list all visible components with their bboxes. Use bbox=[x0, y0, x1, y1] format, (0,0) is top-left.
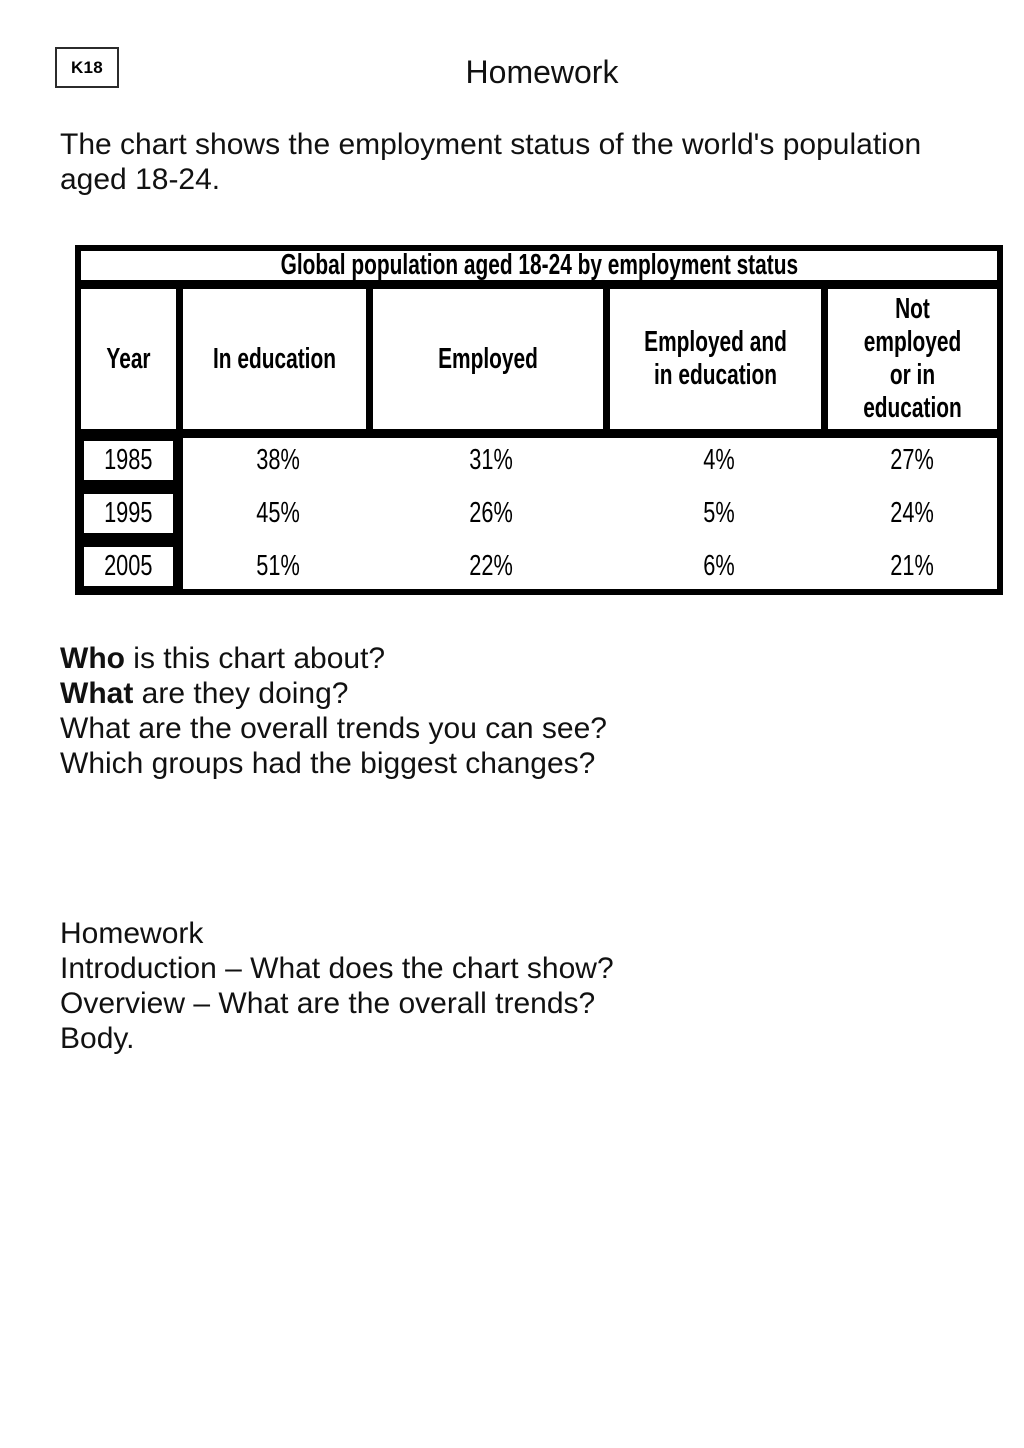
row-separator bbox=[81, 483, 176, 491]
value-label: 27% bbox=[890, 444, 935, 476]
value-label: 5% bbox=[703, 497, 735, 529]
header-cell-employed-and-in-education bbox=[610, 289, 828, 429]
value-label: 51% bbox=[256, 550, 300, 582]
value-cell bbox=[610, 438, 828, 483]
question-rest: is this chart about? bbox=[124, 642, 386, 675]
value-cell bbox=[183, 491, 373, 536]
value-label: 45% bbox=[256, 497, 300, 529]
header-label: Employed bbox=[438, 342, 538, 375]
row-separator bbox=[81, 536, 176, 544]
header-cell-in-education bbox=[183, 289, 373, 429]
year-label: 1985 bbox=[104, 444, 153, 476]
outline-line: Overview – What are the overall trends? bbox=[60, 987, 596, 1020]
question-rest: What are the overall trends you can see? bbox=[60, 712, 607, 745]
year-label: 2005 bbox=[104, 550, 153, 582]
value-label: 22% bbox=[469, 550, 514, 582]
table-header-row bbox=[81, 289, 997, 438]
question-rest: Which groups had the biggest changes? bbox=[60, 747, 596, 780]
header-label: Year bbox=[106, 342, 151, 375]
value-cell bbox=[183, 438, 373, 483]
value-cell bbox=[828, 438, 997, 483]
year-label: 1995 bbox=[104, 497, 153, 529]
value-label: 38% bbox=[256, 444, 300, 476]
outline-line: Body. bbox=[60, 1022, 135, 1055]
doc-title: Homework bbox=[465, 54, 619, 90]
value-label: 4% bbox=[703, 444, 735, 476]
employment-status-table bbox=[75, 245, 1003, 595]
value-label: 6% bbox=[703, 550, 735, 582]
value-label: 21% bbox=[890, 550, 935, 582]
value-cell bbox=[610, 491, 828, 536]
question-line bbox=[60, 641, 607, 676]
question-bold: Who bbox=[60, 642, 125, 675]
table-body bbox=[81, 438, 997, 589]
value-cell bbox=[828, 544, 997, 589]
header-label: In education bbox=[213, 342, 336, 375]
value-cell bbox=[373, 544, 610, 589]
year-column bbox=[81, 438, 183, 589]
questions-list bbox=[60, 641, 607, 781]
header-cell-not-employed bbox=[828, 289, 997, 429]
question-line bbox=[60, 711, 607, 746]
value-cell bbox=[373, 438, 610, 483]
year-cell-2005 bbox=[81, 544, 176, 589]
value-cell bbox=[610, 544, 828, 589]
value-cell bbox=[828, 491, 997, 536]
header-cell-year bbox=[81, 289, 183, 429]
question-rest: are they doing? bbox=[133, 677, 349, 710]
value-label: 24% bbox=[890, 497, 935, 529]
value-label: 26% bbox=[469, 497, 514, 529]
outline-line: Introduction – What does the chart show? bbox=[60, 952, 614, 985]
year-cell-1985 bbox=[81, 438, 176, 483]
question-line bbox=[60, 676, 607, 711]
table-title-row bbox=[81, 251, 997, 289]
question-bold: What bbox=[60, 677, 134, 710]
question-line bbox=[60, 746, 607, 781]
header-cell-employed bbox=[373, 289, 610, 429]
homework-outline bbox=[60, 916, 614, 1056]
header-label: Employed and in education bbox=[644, 326, 787, 391]
page-tag-label: K18 bbox=[70, 57, 104, 77]
year-cell-1995 bbox=[81, 491, 176, 536]
outline-line: Homework bbox=[60, 917, 204, 950]
header-label: Not employed or in education bbox=[863, 293, 962, 424]
table-title: Global population aged 18-24 by employment status bbox=[280, 249, 798, 281]
intro-paragraph bbox=[60, 127, 921, 197]
intro-line-1: The chart shows the employment status of the world's population bbox=[60, 128, 922, 161]
values-area bbox=[183, 438, 997, 589]
value-cell bbox=[183, 544, 373, 589]
value-label: 31% bbox=[469, 444, 514, 476]
intro-line-2: aged 18-24. bbox=[60, 163, 221, 196]
value-cell bbox=[373, 491, 610, 536]
